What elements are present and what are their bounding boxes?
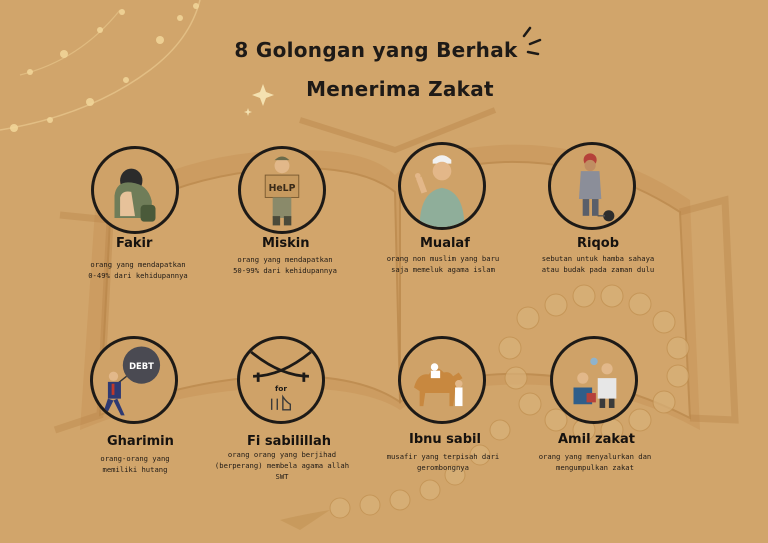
person-holding-help-sign-icon <box>241 149 323 231</box>
chained-slave-icon <box>551 145 633 227</box>
mualaf-name: Mualaf <box>420 236 470 251</box>
zakat-collectors-icon <box>553 339 635 421</box>
miskin-description <box>225 254 345 276</box>
desc-line: orang non muslim yang baru <box>386 254 500 263</box>
gharimin-circle <box>90 336 178 424</box>
ibnu-sabil-description <box>383 451 503 473</box>
crossed-swords-icon <box>240 339 322 421</box>
desc-line: mengumpulkan zakat <box>556 463 634 472</box>
miskin-name: Miskin <box>262 236 310 251</box>
camel-traveler-icon <box>401 339 483 421</box>
desc-line: orang yang mendapatkan <box>237 255 333 264</box>
riqob-circle <box>548 142 636 230</box>
fi-sabilillah-circle <box>237 336 325 424</box>
riqob-name: Riqob <box>577 236 620 251</box>
amil-zakat-circle <box>550 336 638 424</box>
desc-line: musafir yang terpisah dari <box>386 452 500 461</box>
amil-zakat-name: Amil zakat <box>558 432 636 447</box>
title-line-1: 8 Golongan yang Berhak <box>234 38 518 62</box>
gharimin-name: Gharimin <box>107 434 174 449</box>
fi-sabilillah-description <box>212 449 352 482</box>
man-with-peci-icon <box>401 145 483 227</box>
desc-line: memiliki hutang <box>102 465 168 474</box>
desc-line: 0-49% dari kehidupannya <box>88 271 188 280</box>
desc-line: SWT <box>275 472 289 481</box>
help-sign-text: HeLP <box>268 182 296 194</box>
desc-line: gerombongnya <box>417 463 469 472</box>
desc-line: 50-99% dari kehidupannya <box>233 266 337 275</box>
fi-sabilillah-name: Fi sabilillah <box>247 434 331 449</box>
desc-line: atau budak pada zaman dulu <box>541 265 655 274</box>
mualaf-description <box>378 253 508 275</box>
man-pulling-debt-ball-icon <box>93 339 175 421</box>
desc-line: saja memeluk agama islam <box>391 265 495 274</box>
mualaf-circle <box>398 142 486 230</box>
fakir-description <box>78 259 198 281</box>
for-text: for <box>274 384 288 394</box>
person-crouching-icon <box>94 149 176 231</box>
ibnu-sabil-name: Ibnu sabil <box>409 432 481 447</box>
desc-line: orang-orang yang <box>100 454 170 463</box>
gharimin-description <box>80 453 190 475</box>
amil-zakat-description <box>530 451 660 473</box>
miskin-circle <box>238 146 326 234</box>
desc-line: sebutan untuk hamba sahaya <box>541 254 655 263</box>
riqob-description <box>533 253 663 275</box>
desc-line: orang yang menyalurkan dan <box>538 452 652 461</box>
fakir-circle <box>91 146 179 234</box>
fakir-name: Fakir <box>116 236 153 251</box>
ibnu-sabil-circle <box>398 336 486 424</box>
desc-line: (berperang) membela agama allah <box>214 461 350 470</box>
title-line-2: Menerima Zakat <box>306 77 494 101</box>
desc-line: orang orang yang berjihad <box>227 450 337 459</box>
debt-ball-text: DEBT <box>129 360 154 371</box>
desc-line: orang yang mendapatkan <box>90 260 186 269</box>
